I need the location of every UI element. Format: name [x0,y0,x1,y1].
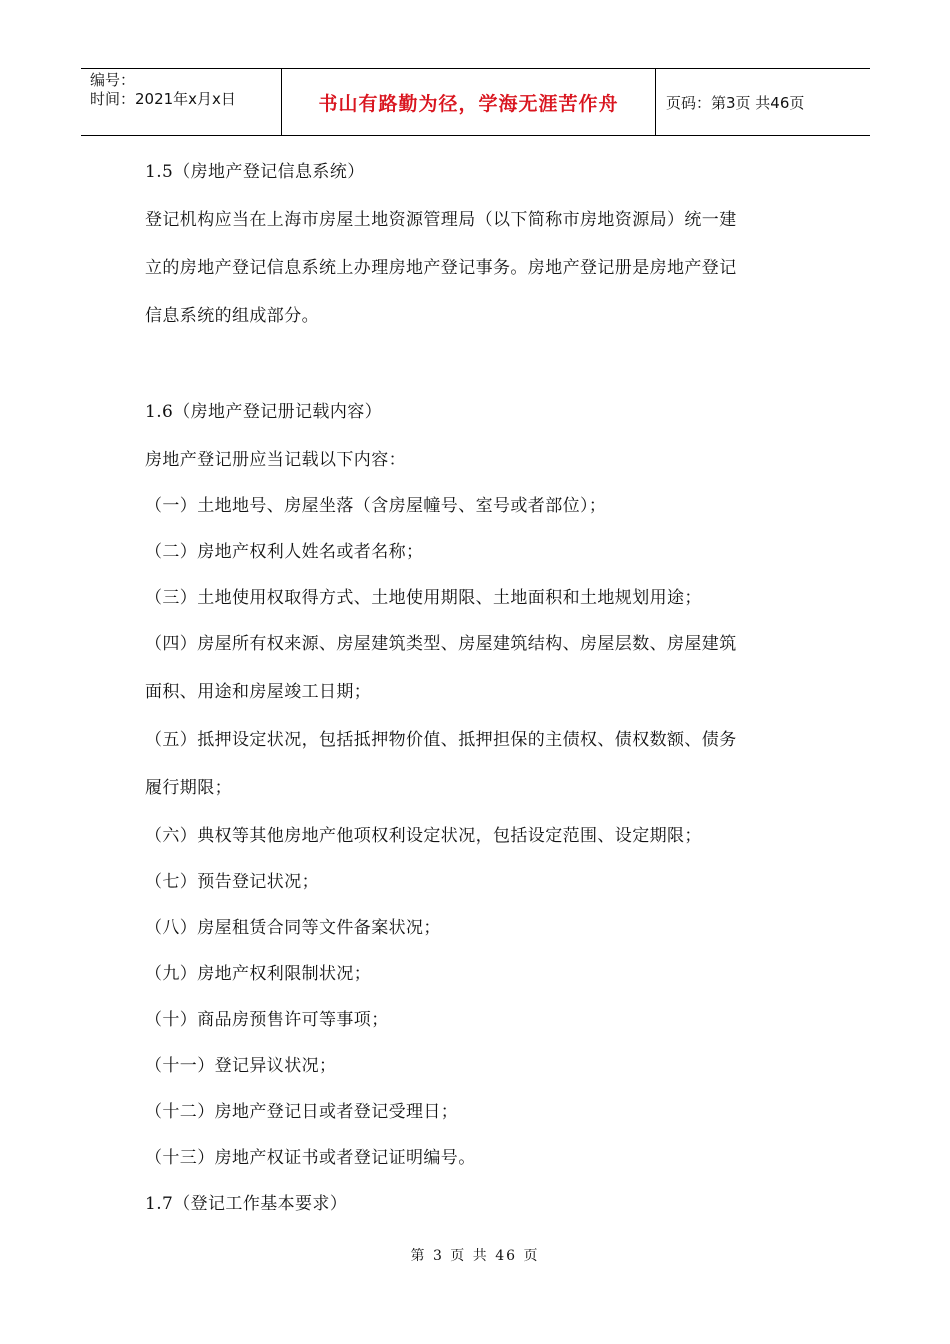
list-item: （三）土地使用权取得方式、土地使用期限、土地面积和土地规划用途； [145,588,702,608]
section-heading-1-7: 1.7（登记工作基本要求） [145,1194,348,1214]
list-item: （六）典权等其他房地产他项权利设定状况，包括设定范围、设定期限； [145,826,702,846]
list-item: （十一）登记异议状况； [145,1056,337,1076]
document-date: 时间：2021年x月x日 [90,90,236,108]
paragraph-line: 立的房地产登记信息系统上办理房地产登记事务。房地产登记册是房地产登记 [145,258,737,278]
list-item: （十三）房地产权证书或者登记证明编号。 [145,1148,476,1168]
section-heading-1-5: 1.5（房地产登记信息系统） [145,162,365,182]
paragraph-line: 登记机构应当在上海市房屋土地资源管理局（以下简称市房地资源局）统一建 [145,210,737,230]
document-body [145,152,815,1230]
document-number-label: 编号： [90,71,136,89]
section-heading-1-6: 1.6（房地产登记册记载内容） [145,402,383,422]
list-item: （五）抵押设定状况，包括抵押物价值、抵押担保的主债权、债权数额、债务 [145,730,737,750]
header-meta-cell [81,69,282,135]
paragraph-line: 信息系统的组成部分。 [145,306,319,326]
blank-line [145,344,815,392]
list-item: （九）房地产权利限制状况； [145,964,372,984]
list-item: （一）土地地号、房屋坐落（含房屋幢号、室号或者部位）； [145,496,607,516]
list-item: （二）房地产权利人姓名或者名称； [145,542,424,562]
header-page-info: 页码：第3页 共46页 [666,93,805,112]
paragraph-line: 房地产登记册应当记载以下内容： [145,450,406,470]
list-item-continuation: 履行期限； [145,778,232,798]
header-motto: 书山有路勤为径，学海无涯苦作舟 [282,69,656,135]
page-footer: 第 3 页 共 46 页 [410,1248,540,1264]
list-item: （十二）房地产登记日或者登记受理日； [145,1102,459,1122]
list-item: （八）房屋租赁合同等文件备案状况； [145,918,441,938]
list-item: （七）预告登记状况； [145,872,319,892]
list-item: （十）商品房预售许可等事项； [145,1010,389,1030]
document-header [81,68,870,136]
list-item: （四）房屋所有权来源、房屋建筑类型、房屋建筑结构、房屋层数、房屋建筑 [145,634,737,654]
list-item-continuation: 面积、用途和房屋竣工日期； [145,682,372,702]
